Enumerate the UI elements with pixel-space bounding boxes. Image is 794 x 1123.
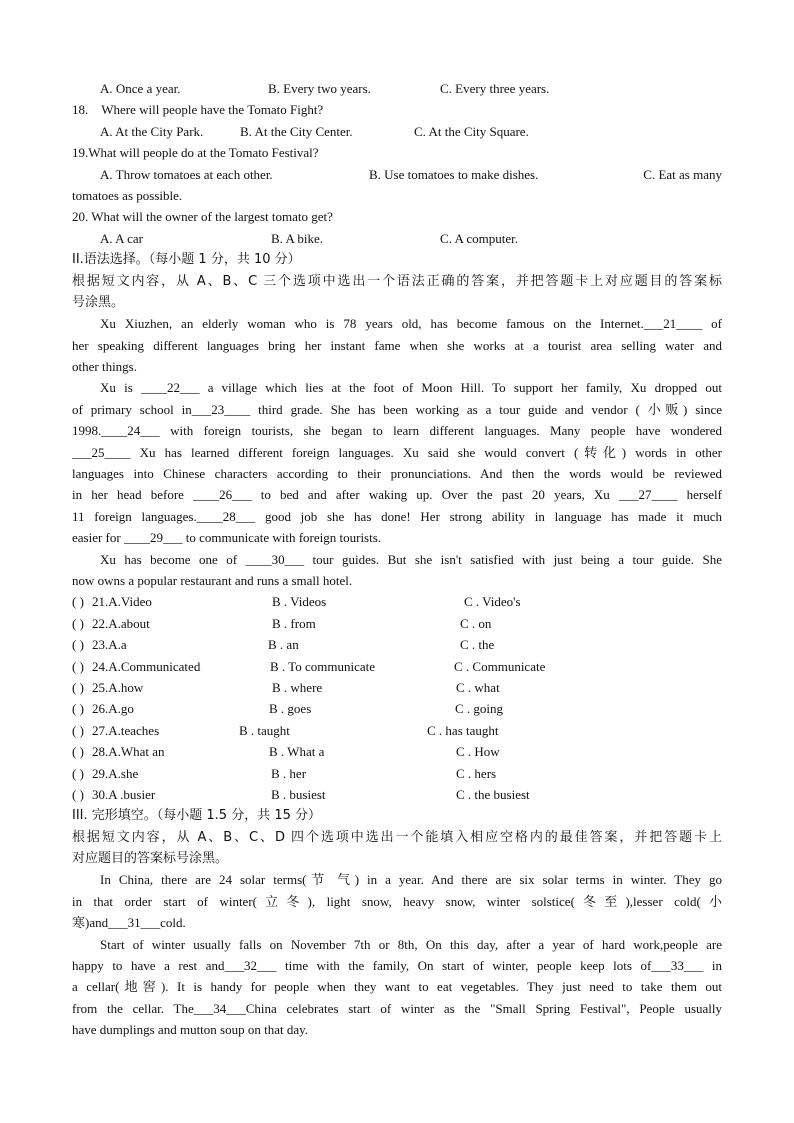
passage-line: In China, there are 24 solar terms(节 气) in a year. And there are six solar terms in winter. They go bbox=[100, 872, 722, 888]
q17-option-c: C. Every three years. bbox=[440, 81, 550, 96]
answer-bracket[interactable]: ( ) bbox=[72, 679, 84, 695]
answer-bracket[interactable]: ( ) bbox=[72, 744, 84, 760]
grammar-question-26 bbox=[72, 698, 722, 719]
option-c: C . Video's bbox=[464, 594, 521, 610]
passage-line: 11 foreign languages.____28___ good job she has done! Her strong ability in language has made it much bbox=[72, 508, 722, 524]
q18-options bbox=[72, 121, 722, 142]
answer-bracket[interactable]: ( ) bbox=[72, 701, 84, 717]
answer-bracket[interactable]: ( ) bbox=[72, 722, 84, 738]
passage-line: of primary school in___23____ third grade. She has been working as a tour guide and vendor ( 小贩) since bbox=[72, 401, 722, 417]
passage-line: have dumplings and mutton soup on that day. bbox=[72, 1022, 309, 1038]
q19-options bbox=[72, 164, 722, 185]
option-a: 23.A.a bbox=[92, 637, 127, 653]
q20-question: 20. What will the owner of the largest tomato get? bbox=[72, 209, 333, 225]
option-c: C . going bbox=[455, 701, 504, 717]
passage-line: Start of winter usually falls on November 7th or 8th, On this day, after a year of hard work,people are bbox=[100, 936, 722, 952]
q18-number: 18. bbox=[72, 102, 89, 118]
exam-page bbox=[72, 78, 722, 1041]
answer-bracket[interactable]: ( ) bbox=[72, 658, 84, 674]
section3-instruction-line2: 对应题目的答案标号涂黑。 bbox=[72, 851, 229, 867]
passage-line: languages into Chinese characters according to their pronunciations. And then the words would be reviewed bbox=[72, 466, 722, 482]
option-a: 30.A .busier bbox=[92, 786, 156, 802]
q17-options bbox=[72, 78, 722, 99]
section3-heading: III. 完形填空。（每小题 1.5 分，共 15 分） bbox=[72, 808, 322, 824]
grammar-question-28 bbox=[72, 741, 722, 762]
option-c: C . the busiest bbox=[456, 786, 530, 802]
option-b: B . busiest bbox=[271, 786, 326, 802]
passage-line: happy to have a rest and___32___ time with the family, On start of winter, people keep lots of___33___ in bbox=[72, 958, 722, 974]
section3-passage bbox=[72, 869, 722, 1040]
passage-line: 1998.____24___ with foreign tourists, she began to learn different languages. Many people have wondered bbox=[72, 423, 722, 439]
q19-option-c-wrap: tomatoes as possible. bbox=[72, 187, 183, 203]
passage-line: now owns a popular restaurant and runs a small hotel. bbox=[72, 572, 353, 588]
section2-heading: II.语法选择。（每小题 1 分，共 10 分） bbox=[72, 252, 301, 268]
answer-bracket[interactable]: ( ) bbox=[72, 594, 84, 610]
passage-line: in that order start of winter(立冬), light snow, heavy snow, winter solstice(冬至),lesser cold(小 bbox=[72, 893, 722, 909]
grammar-question-25 bbox=[72, 677, 722, 698]
section2-passage bbox=[72, 313, 722, 591]
q18-question bbox=[72, 99, 722, 120]
option-c: C . How bbox=[456, 744, 500, 760]
answer-bracket[interactable]: ( ) bbox=[72, 765, 84, 781]
q19-option-c: C. Eat as many bbox=[643, 166, 722, 182]
section2-instruction-line1: 根据短文内容，从 A、B、C 三个选项中选出一个语法正确的答案，并把答题卡上对应题目的答案标 bbox=[72, 273, 722, 289]
option-a: 24.A.Communicated bbox=[92, 658, 201, 674]
q18-option-c: C. At the City Square. bbox=[414, 123, 529, 139]
option-c: C . the bbox=[460, 637, 495, 653]
option-b: B . goes bbox=[269, 701, 312, 717]
grammar-question-22 bbox=[72, 613, 722, 634]
q18-option-b: B. At the City Center. bbox=[240, 123, 353, 139]
option-b: B . To communicate bbox=[270, 658, 375, 674]
q19-option-b: B. Use tomatoes to make dishes. bbox=[369, 166, 539, 182]
option-c: C . Communicate bbox=[454, 658, 546, 674]
passage-line: easier for ____29___ to communicate with foreign tourists. bbox=[72, 530, 382, 546]
option-b: B . her bbox=[271, 765, 307, 781]
passage-line: Xu has become one of ____30___ tour guides. But she isn't satisfied with just being a tour guide. She bbox=[100, 551, 722, 567]
option-c: C . hers bbox=[456, 765, 497, 781]
section3-instruction-line1: 根据短文内容，从 A、B、C、D 四个选项中选出一个能填入相应空格内的最佳答案，并把答题卡上 bbox=[72, 829, 722, 845]
answer-bracket[interactable]: ( ) bbox=[72, 615, 84, 631]
grammar-question-30 bbox=[72, 784, 722, 805]
grammar-question-27 bbox=[72, 720, 722, 741]
section2-question-list bbox=[72, 591, 722, 805]
option-a: 29.A.she bbox=[92, 765, 139, 781]
option-a: 21.A.Video bbox=[92, 594, 152, 610]
q20-option-c: C. A computer. bbox=[440, 230, 518, 246]
answer-bracket[interactable]: ( ) bbox=[72, 786, 84, 802]
q19-option-a: A. Throw tomatoes at each other. bbox=[100, 166, 273, 182]
q20-options bbox=[72, 228, 722, 249]
answer-bracket[interactable]: ( ) bbox=[72, 637, 84, 653]
passage-line: ___25____ Xu has learned different foreign languages. Xu said she would convert (转化) words in other bbox=[72, 444, 722, 460]
option-a: 22.A.about bbox=[92, 615, 150, 631]
option-b: B . from bbox=[272, 615, 316, 631]
q20-option-b: B. A bike. bbox=[271, 230, 324, 246]
passage-line: Xu is ____22___ a village which lies at the foot of Moon Hill. To support her family, Xu dropped out bbox=[100, 380, 722, 396]
grammar-question-23 bbox=[72, 634, 722, 655]
q19-question: 19.What will people do at the Tomato Festival? bbox=[72, 145, 319, 161]
option-c: C . has taught bbox=[427, 722, 499, 738]
option-b: B . Videos bbox=[272, 594, 327, 610]
option-a: 25.A.how bbox=[92, 679, 144, 695]
q18-text: Where will people have the Tomato Fight? bbox=[101, 102, 324, 118]
passage-line: 寒)and___31___cold. bbox=[72, 915, 186, 931]
option-a: 27.A.teaches bbox=[92, 722, 160, 738]
option-b: B . taught bbox=[239, 722, 290, 738]
passage-line: from the cellar. The___34___China celebrates start of winter as the "Small Spring Festival", People usually bbox=[72, 1000, 722, 1016]
section2-instruction-line2: 号涂黑。 bbox=[72, 294, 125, 310]
option-a: 28.A.What an bbox=[92, 744, 165, 760]
q17-option-b: B. Every two years. bbox=[268, 81, 371, 96]
passage-line: in her head before ____26___ to bed and after waking up. Over the past 20 years, Xu ___27____ herself bbox=[72, 487, 722, 503]
option-c: C . on bbox=[460, 615, 492, 631]
grammar-question-24 bbox=[72, 656, 722, 677]
option-a: 26.A.go bbox=[92, 701, 134, 717]
option-b: B . where bbox=[272, 679, 323, 695]
grammar-question-21 bbox=[72, 591, 722, 612]
option-c: C . what bbox=[456, 679, 500, 695]
q20-option-a: A. A car bbox=[100, 230, 143, 246]
passage-line: her speaking different languages bring her instant fame when she works at a tourist area selling water and bbox=[72, 337, 722, 353]
grammar-question-29 bbox=[72, 763, 722, 784]
option-b: B . What a bbox=[269, 744, 325, 760]
q18-option-a: A. At the City Park. bbox=[100, 123, 204, 139]
option-b: B . an bbox=[268, 637, 299, 653]
passage-line: a cellar(地窖). It is handy for people when they want to eat vegetables. They just need to take them out bbox=[72, 979, 722, 995]
passage-line: Xu Xiuzhen, an elderly woman who is 78 years old, has become famous on the Internet.___21____ of bbox=[100, 316, 722, 332]
passage-line: other things. bbox=[72, 359, 137, 375]
q17-option-a: A. Once a year. bbox=[100, 81, 181, 96]
